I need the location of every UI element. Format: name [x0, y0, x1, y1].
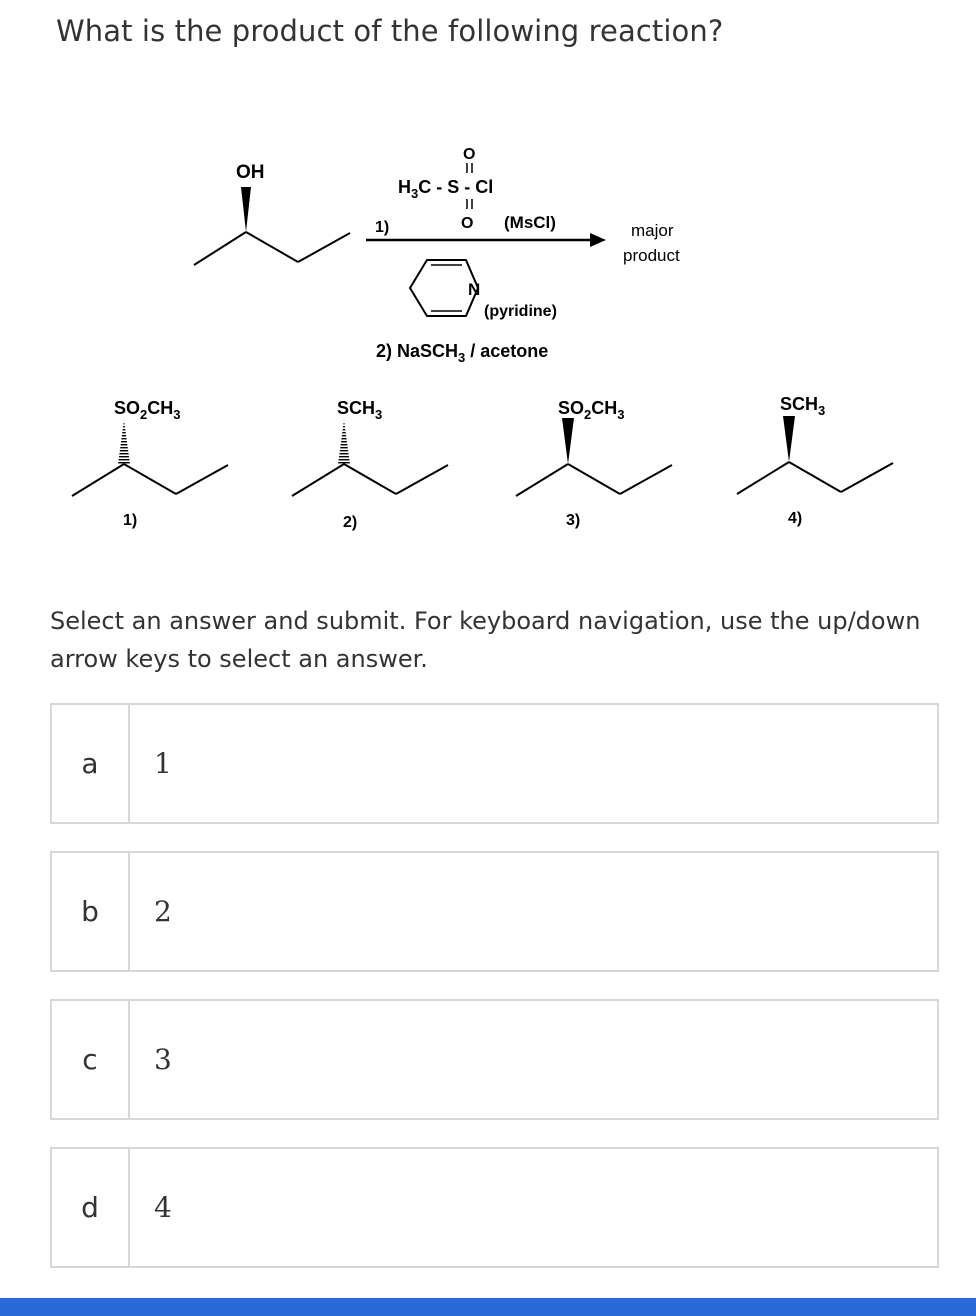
- option-text: 3: [154, 1043, 172, 1076]
- question-title: What is the product of the following reaction?: [56, 14, 724, 48]
- choice-2-group: $SCH_3$: [337, 398, 383, 422]
- choice-4-label: 4): [788, 510, 803, 527]
- mscl-formula: $H_3C$ - S - Cl: [398, 177, 494, 201]
- choice-structure-4: [737, 394, 893, 527]
- reactant-molecule: [194, 162, 350, 265]
- choice-1-hashed-bond: [118, 420, 130, 464]
- option-a[interactable]: [50, 703, 939, 824]
- choice-4-wedge-bond: [783, 416, 795, 462]
- reactant-bond-3: [298, 233, 350, 262]
- bottom-accent-bar: [0, 1298, 976, 1316]
- choice-1-group: $SO_2CH_3$: [114, 398, 181, 422]
- product-label-line2: product: [623, 246, 680, 265]
- option-letter: a: [52, 705, 130, 822]
- product-label-line1: major: [631, 221, 674, 240]
- choice-structure-3: [516, 398, 672, 529]
- choice-4-group: $SCH_3$: [780, 394, 826, 418]
- reactant-oh-label: OH: [236, 162, 265, 183]
- choice-3-wedge-bond: [562, 418, 574, 464]
- answer-options: [50, 703, 939, 1295]
- option-text: 1: [154, 747, 172, 780]
- option-text: 4: [154, 1191, 172, 1224]
- reactant-wedge-bond: [241, 187, 251, 232]
- reactant-bond-1: [194, 232, 246, 265]
- mscl-bottom-oxygen: O: [461, 215, 474, 232]
- choice-3-label: 3): [566, 512, 581, 529]
- choice-2-label: 2): [343, 514, 358, 531]
- arrow-head: [590, 233, 606, 247]
- choice-structure-1: [72, 398, 228, 529]
- option-d[interactable]: [50, 1147, 939, 1268]
- option-letter: d: [52, 1149, 130, 1266]
- option-b[interactable]: [50, 851, 939, 972]
- option-letter: b: [52, 853, 130, 970]
- reactant-bond-2: [246, 232, 298, 262]
- reaction-scheme: [0, 0, 976, 560]
- choice-2-hashed-bond: [338, 420, 350, 464]
- instructions-text: Select an answer and submit. For keyboard navigation, use the up/down arrow keys to select an answer.: [50, 607, 921, 673]
- pyridine-reagent: [410, 260, 557, 320]
- step2-reagent: 2) NaSCH$_3$ / acetone: [376, 341, 549, 365]
- mscl-reagent: [375, 146, 556, 236]
- step1-label: 1): [375, 219, 390, 236]
- option-c[interactable]: [50, 999, 939, 1120]
- option-letter: c: [52, 1001, 130, 1118]
- reaction-arrow: [366, 233, 606, 247]
- mscl-top-oxygen: O: [463, 146, 476, 163]
- option-text: 2: [154, 895, 172, 928]
- pyridine-name: (pyridine): [484, 303, 557, 320]
- pyridine-nitrogen: N: [468, 280, 481, 299]
- choice-structure-2: [292, 398, 448, 531]
- mscl-name: (MsCl): [504, 213, 556, 232]
- choice-1-label: 1): [123, 512, 138, 529]
- choice-3-group: $SO_2CH_3$: [558, 398, 625, 422]
